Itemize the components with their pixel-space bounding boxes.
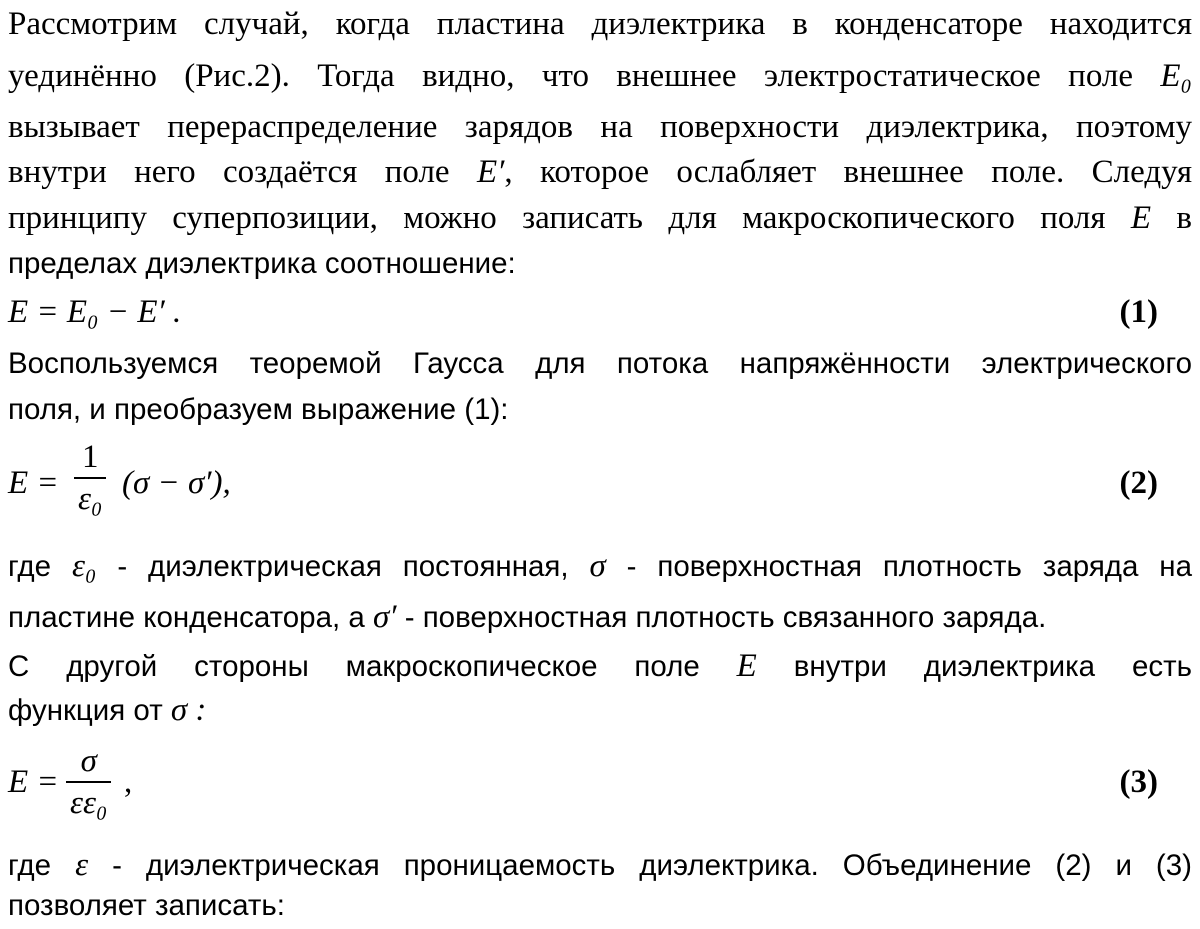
equation-lhs: E = [8,764,59,800]
text-span: - поверхностная плотность заряда на [626,550,1192,583]
math-symbol: ε [75,847,89,883]
fraction-numerator: 1 [81,439,99,475]
math-symbol: σ′ [372,599,397,635]
text-span: - поверхностная плотность связанного заряда. [404,601,1047,634]
text-span: где [8,849,52,882]
text-line: вызывает перераспределение зарядов на поверхности диэлектрика, поэтому [8,109,1192,145]
text-line: позволяет записать: [8,889,285,922]
equation-rhs: (σ − σ′), [122,465,231,501]
text-span: в [1176,200,1193,236]
fraction-denominator: εε₀ [70,785,108,821]
text-line: Воспользуемся теоремой Гаусса для потока напряжённости электрического [8,347,1192,380]
text-line [8,198,1192,238]
text-line [8,56,1192,96]
text-line: пределах диэлектрика соотношение: [8,247,516,280]
fraction [74,437,106,519]
equation-number: (2) [1119,465,1158,501]
text-line [8,597,1192,638]
text-span: уединённо (Рис.2). Тогда видно, что внешнее электростатическое поле [8,58,1133,94]
fraction-numerator: σ [80,743,97,779]
math-symbol: ε₀ [71,548,97,584]
text-span: С другой стороны макроскопическое поле [8,650,700,683]
text-span: пластине конденсатора, а [8,601,365,634]
fraction [66,741,111,823]
math-symbol: E [736,648,757,684]
text-span: , которое ослабляет внешнее поле. Следуя [504,154,1193,190]
text-span: внутри диэлектрика есть [793,650,1193,683]
equation-lhs: E = [8,465,59,501]
text-line: поля, и преобразуем выражение (1): [8,393,509,426]
fraction-denominator: ε₀ [78,481,103,517]
text-line [8,845,1192,886]
text-span: - диэлектрическая постоянная, [117,550,569,583]
math-symbol: σ : [170,692,207,728]
equation-1: E = E₀ − E′ . [8,294,182,330]
equation-rhs: , [124,764,133,800]
text-span: функция от [8,694,163,727]
text-line: Рассмотрим случай, когда пластина диэлектрика в конденсаторе находится [8,6,1192,42]
math-symbol: E₀ [1160,58,1192,94]
text-line [8,646,1192,687]
text-line [8,546,1192,587]
equation-number: (1) [1119,294,1158,330]
text-span: внутри него создаётся поле [8,154,450,190]
equation-number: (3) [1119,764,1158,800]
text-span: где [8,550,52,583]
text-line [8,152,1192,192]
text-span: - диэлектрическая проницаемость диэлектрика. Объединение (2) и (3) [112,849,1192,882]
text-line [8,690,1192,731]
math-symbol: σ [589,548,606,584]
math-symbol: E′ [477,154,505,190]
text-span: принципу суперпозиции, можно записать для макроскопического поля [8,200,1106,236]
math-symbol: E [1130,200,1152,236]
